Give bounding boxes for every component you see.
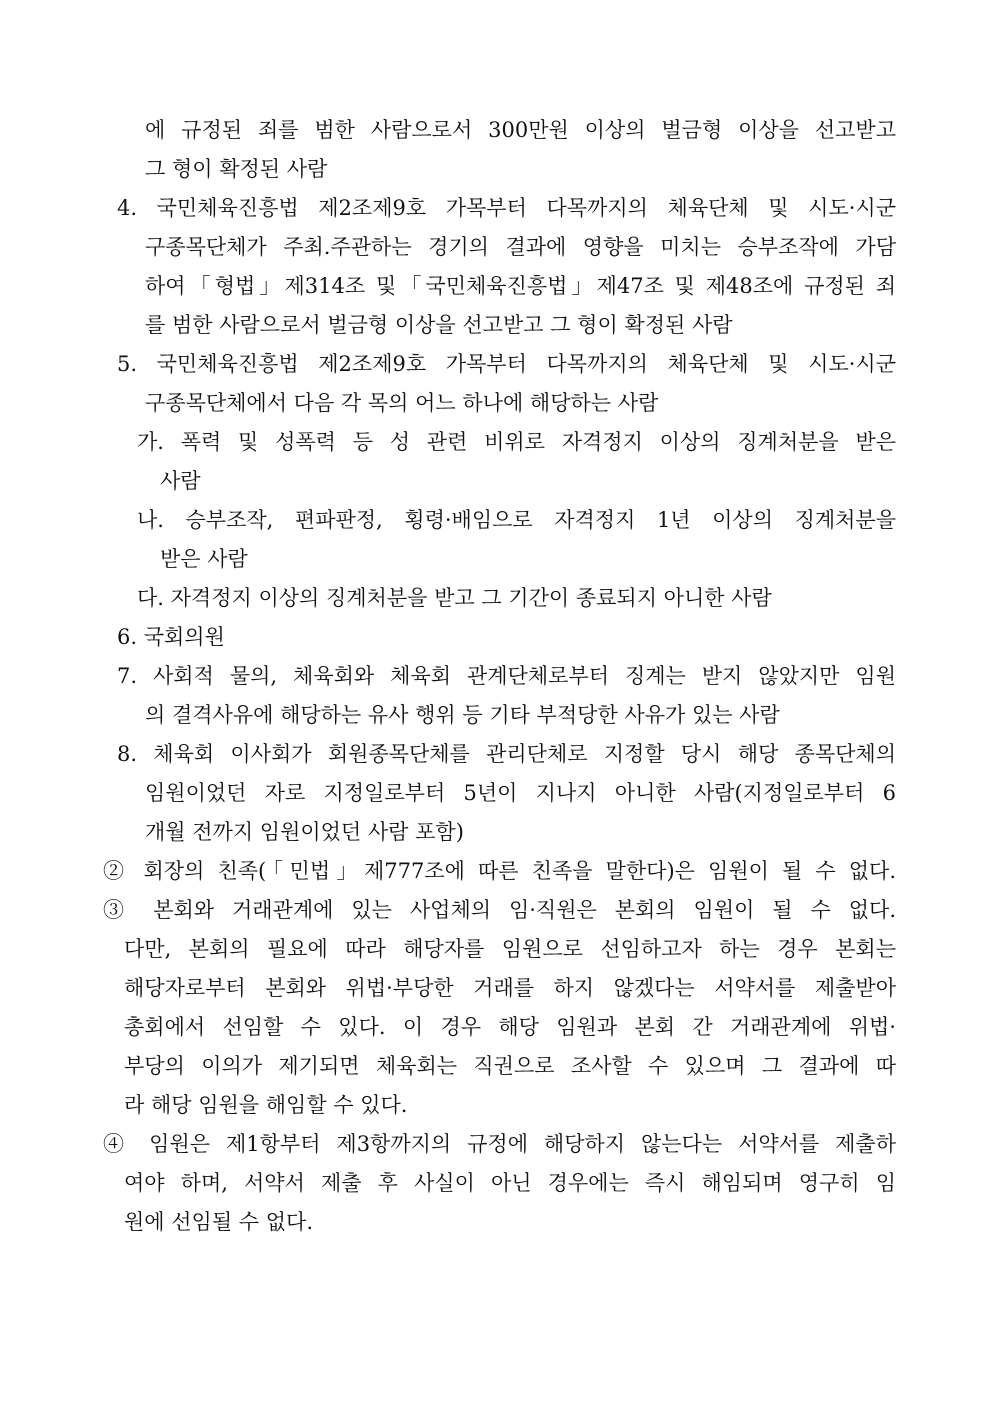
text-line: 구종목단체에서 다음 각 목의 어느 하나에 해당하는 사람 [145, 391, 659, 415]
text-line: 다만, 본회의 필요에 따라 해당자를 임원으로 선임하고자 하는 경우 본회는 [124, 937, 896, 961]
list-item-6: 6. 국회의원 [117, 625, 225, 649]
text-line: 원에 선임될 수 없다. [124, 1210, 313, 1234]
sub-item-ga: 가. 폭력 및 성폭력 등 성 관련 비위로 자격정지 이상의 징계처분을 받은 [137, 430, 896, 454]
text-line: 의 결격사유에 해당하는 유사 행위 등 기타 부적당한 사유가 있는 사람 [145, 703, 780, 727]
sub-item-da: 다. 자격정지 이상의 징계처분을 받고 그 기간이 종료되지 아니한 사람 [137, 586, 772, 610]
sub-item-na: 나. 승부조작, 편파판정, 횡령·배임으로 자격정지 1년 이상의 징계처분을 [137, 508, 896, 532]
text-line: 구종목단체가 주최.주관하는 경기의 결과에 영향을 미치는 승부조작에 가담 [145, 235, 896, 259]
text-line: 여야 하며, 서약서 제출 후 사실이 아닌 경우에는 즉시 해임되며 영구히 임 [124, 1171, 896, 1195]
text-line: 에 규정된 죄를 범한 사람으로서 300만원 이상의 벌금형 이상을 선고받고 [145, 118, 896, 142]
list-item-8: 8. 체육회 이사회가 회원종목단체를 관리단체로 지정할 당시 해당 종목단체의 [117, 742, 896, 766]
paragraph-2: ② 회장의 친족(「민법」제777조에 따른 친족을 말한다)은 임원이 될 수 없다. [103, 859, 896, 883]
text-line: 받은 사람 [160, 547, 248, 571]
text-line: 그 형이 확정된 사람 [145, 157, 328, 181]
list-item-7: 7. 사회적 물의, 체육회와 체육회 관계단체로부터 징계는 받지 않았지만 임원 [117, 664, 896, 688]
text-line: 사람 [160, 469, 201, 493]
text-line: 임원이었던 자로 지정일로부터 5년이 지나지 아니한 사람(지정일로부터 6 [145, 781, 896, 805]
list-item-5: 5. 국민체육진흥법 제2조제9호 가목부터 다목까지의 체육단체 및 시도·시군 [117, 352, 896, 376]
text-line: 부당의 이의가 제기되면 체육회는 직권으로 조사할 수 있으며 그 결과에 따 [124, 1054, 896, 1078]
paragraph-4: ④ 임원은 제1항부터 제3항까지의 규정에 해당하지 않는다는 서약서를 제출하 [103, 1132, 896, 1156]
text-line: 라 해당 임원을 해임할 수 있다. [124, 1093, 408, 1117]
list-item-4: 4. 국민체육진흥법 제2조제9호 가목부터 다목까지의 체육단체 및 시도·시군 [117, 196, 896, 220]
text-line: 해당자로부터 본회와 위법·부당한 거래를 하지 않겠다는 서약서를 제출받아 [124, 976, 896, 1000]
paragraph-3: ③ 본회와 거래관계에 있는 사업체의 임·직원은 본회의 임원이 될 수 없다. [103, 898, 896, 922]
text-line: 개월 전까지 임원이었던 사람 포함) [145, 820, 464, 844]
text-line: 를 범한 사람으로서 벌금형 이상을 선고받고 그 형이 확정된 사람 [145, 313, 733, 337]
text-line: 하여「형법」제314조 및「국민체육진흥법」제47조 및 제48조에 규정된 죄 [145, 274, 896, 298]
text-line: 총회에서 선임할 수 있다. 이 경우 해당 임원과 본회 간 거래관계에 위법· [124, 1015, 896, 1039]
